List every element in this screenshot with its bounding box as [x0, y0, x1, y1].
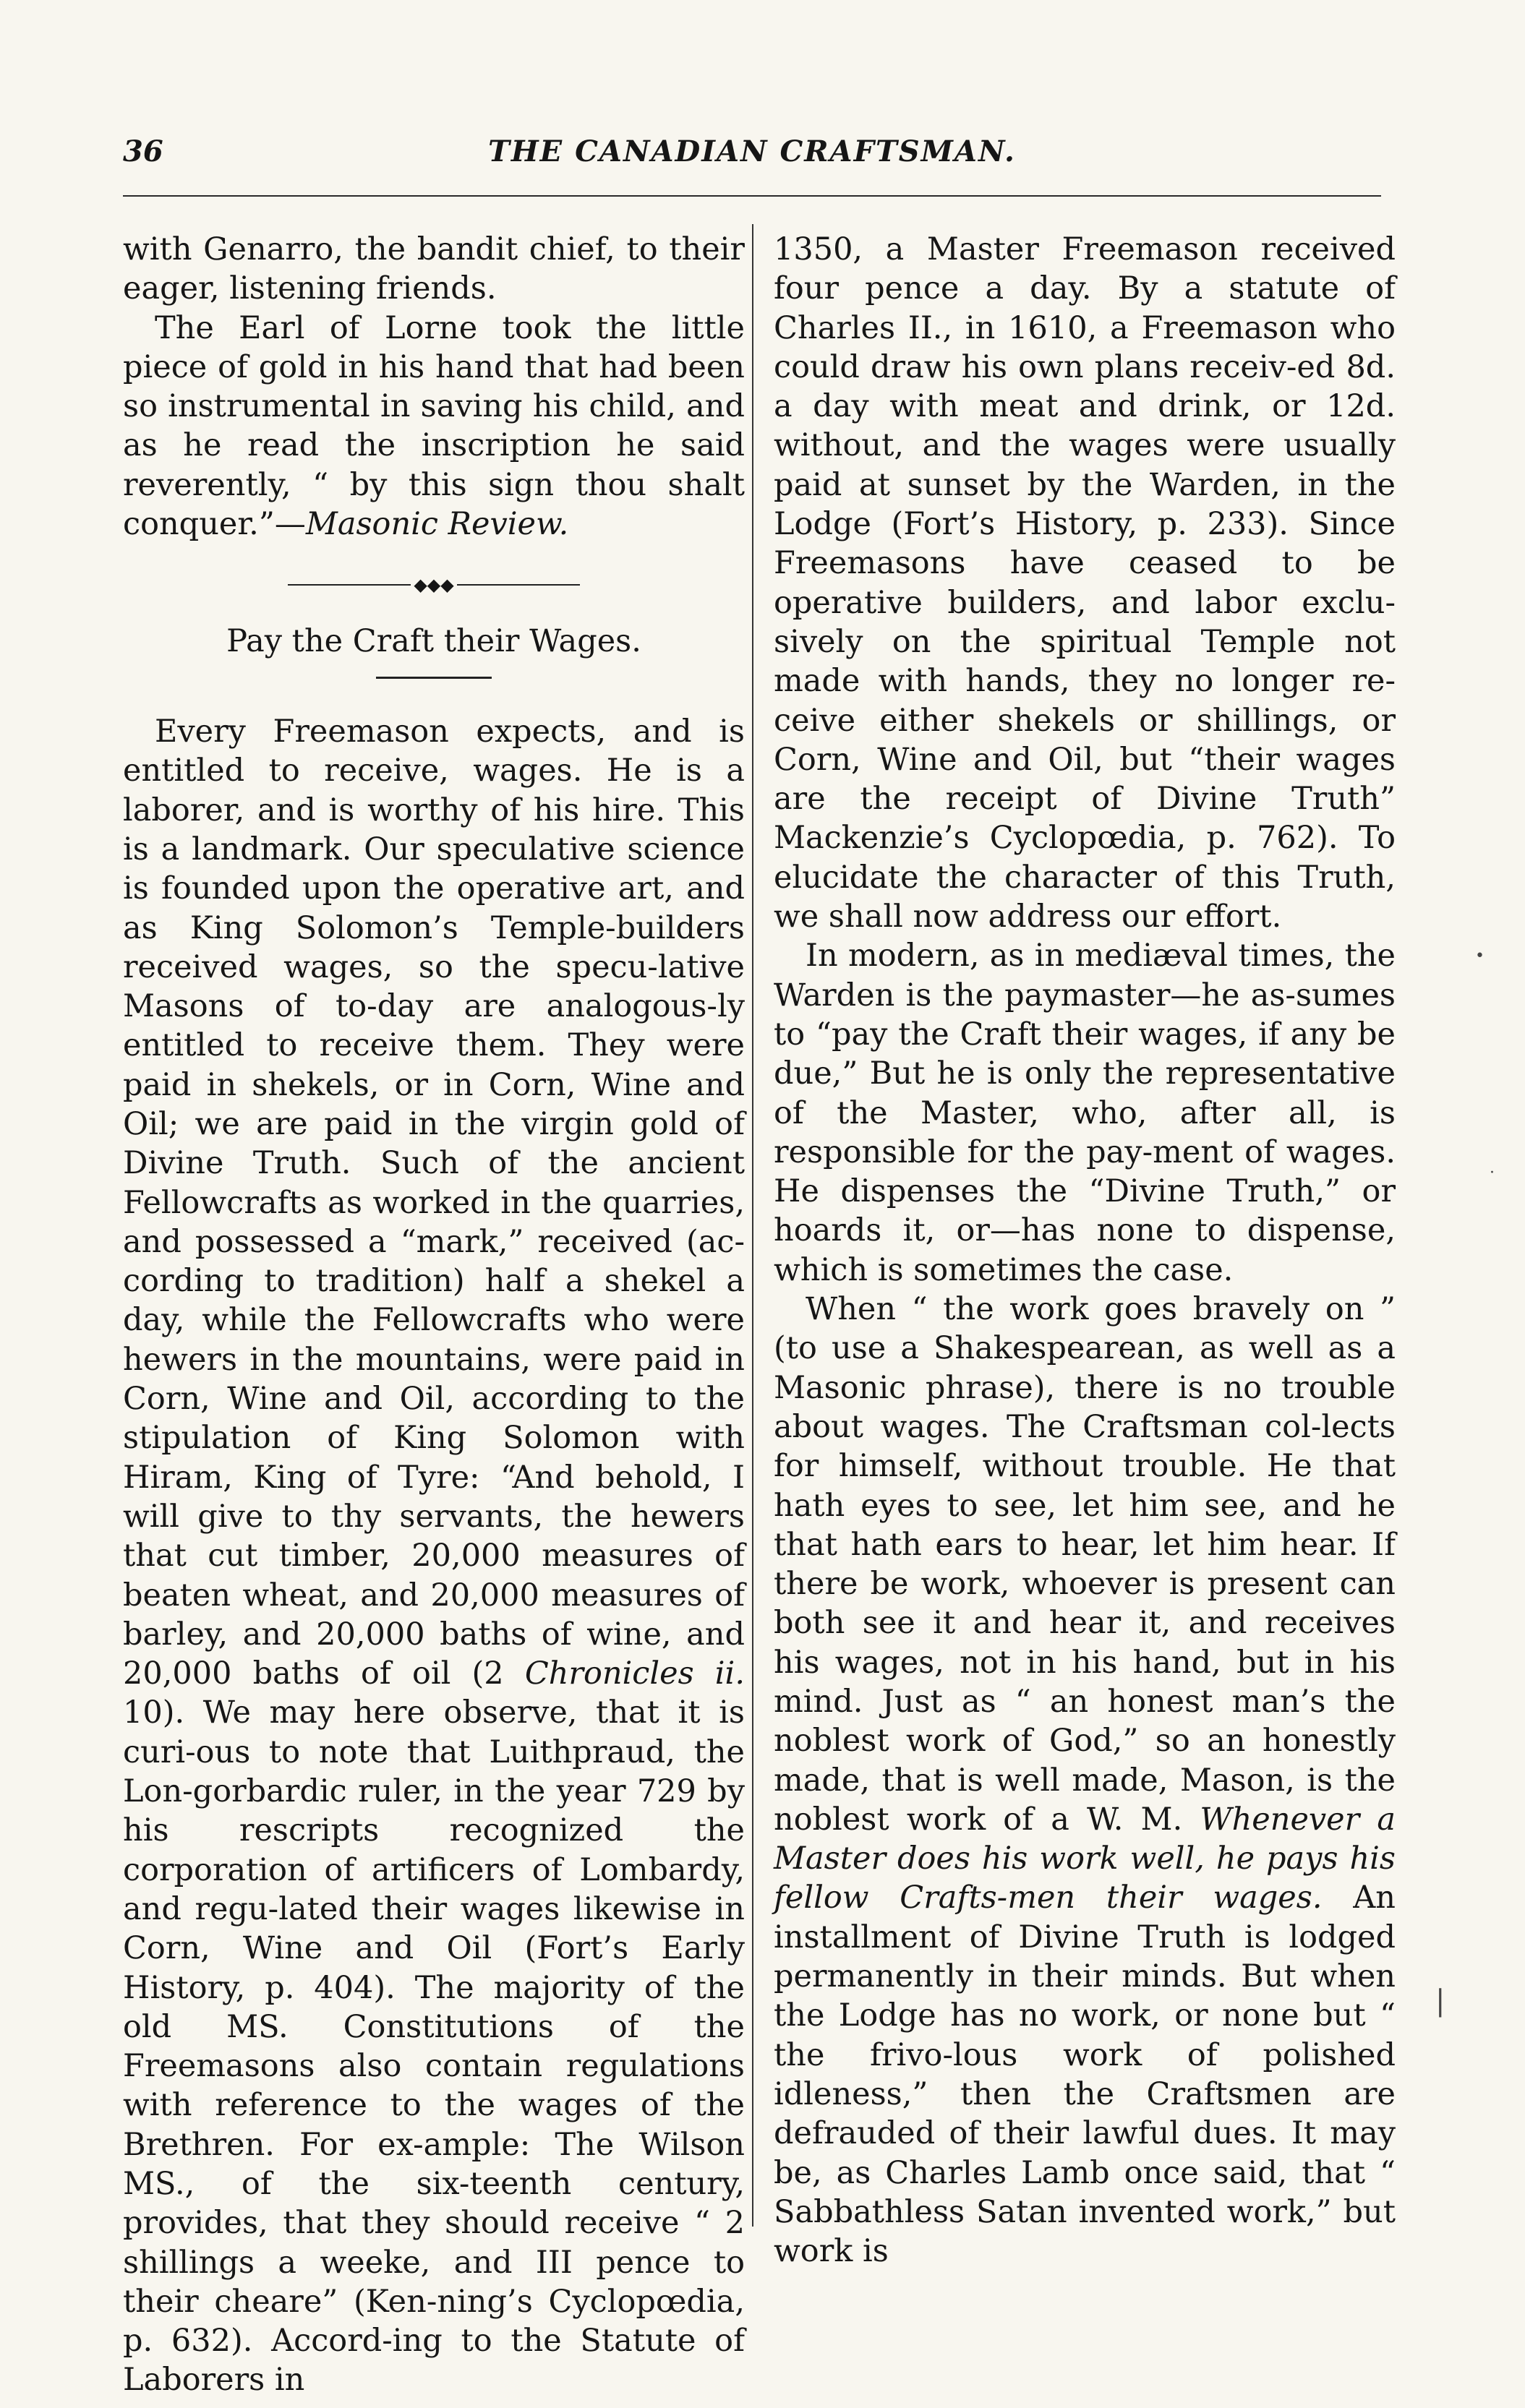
left-paragraph-3 [123, 712, 745, 2400]
page-speck: • [1475, 947, 1485, 965]
left-paragraph-1: with Genarro, the bandit chief, to their eager, listening friends. [123, 231, 745, 307]
page-speck: | [1435, 1984, 1445, 2018]
right-paragraph-1: 1350, a Master Freemason received four pence a day. By a statute of Charles II., in 1610, a Freemason who could draw his own plans receiv-ed 8d. a day with meat and drink, or 12d. without, and the wages were usually paid at sunset by the Warden, in the Lodge (Fort’s History, p. 233). Since Freemasons have ceased to be operative builders, and labor exclu-sively on the spiritual Temple not made with hands, they no longer re-ceive either shekels or shillings, or Corn, Wine and Oil, but “their wages are the receipt of Divine Truth” Mackenzie’s Cyclopœdia, p. 762). To elucidate the character of this Truth, we shall now address our effort. [774, 231, 1396, 935]
column-divider [752, 224, 753, 2227]
right-paragraph-3b: An installment of Divine Truth is lodged permanently in their minds. But when the Lodge has no work, or none but “ the frivo-lous work of polished idleness,” then the Craftsmen are defrauded of their lawful dues. It may be, as Charles Lamb once said, that “ Sabbathless Satan invented work,” but work is [774, 1880, 1396, 2270]
left-paragraph-2-text: The Earl of Lorne took the little piece of gold in his hand that had been so instrumental in saving his child, and as he read the inscription he said reverently, “ by this sign thou shalt conquer.”— [123, 309, 745, 543]
page-header [123, 134, 1381, 178]
emphasis-text: Whenever a Master does his work well, he pays his fellow Crafts-men their wages. [774, 1801, 1396, 1916]
left-paragraph-3a: Every Freemason expects, and is entitled to receive, wages. He is a laborer, and is worthy of his hire. This is a landmark. Our speculative science is founded upon the operative art, and as King Solomon’s Temple-builders received wages, so the specu-lative Masons of to-day are analogous-ly entitled to receive them. They were paid in shekels, or in Corn, Wine and Oil; we are paid in the virgin gold of Divine Truth. Such of the ancient Fellowcrafts as worked in the quarries, and possessed a “mark,” received (ac-cording to tradition) half a shekel a day, while the Fellowcrafts who were hewers in the mountains, were paid in Corn, Wine and Oil, according to the stipulation of King Solomon with Hiram, King of Tyre: “And behold, I will give to thy servants, the hewers that cut timber, 20,000 measures of beaten wheat, and 20,000 measures of barley, and 20,000 baths of wine, and 20,000 baths of oil (2 [123, 714, 745, 1692]
right-paragraph-2: In modern, as in mediæval times, the Warden is the paymaster—he as-sumes to “pay the Craft their wages, if any be due,” But he is only the representative of the Master, who, after all, is responsible for the pay-ment of wages. He dispenses the “Divine Truth,” or hoards it, or—has none to dispense, which is sometimes the case. [774, 938, 1396, 1288]
running-title: THE CANADIAN CRAFTSMAN. [488, 134, 1016, 168]
left-paragraph-3b: 10). We may here observe, that it is curi-ous to note that Luithpraud, the Lon-gorbardic ruler, in the year 729 by his rescripts recognized the corporation of artificers of Lombardy, and regu-lated their wages likewise in Corn, Wine and Oil (Fort’s Early History, p. 404). The majority of the old MS. Constitutions of the Freemasons also contain regulations with reference to the wages of the Brethren. For ex-ample: The Wilson MS., of the six-teenth century, provides, that they should receive “ 2 shillings a weeke, and III pence to their cheare” (Ken-ning’s Cyclopœdia, p. 632). Accord-ing to the Statute of Laborers in [123, 1694, 745, 2399]
right-paragraph-3 [774, 1290, 1396, 2271]
right-paragraph-3a: When “ the work goes bravely on ” (to use a Shakespearean, as well as a Masonic phrase), there is no trouble about wages. The Craftsman col-lects for himself, without trouble. He that hath eyes to see, let him see, and he that hath ears to hear, let him hear. If there be work, whoever is present can both see it and hear it, and receives his wages, not in his hand, but in his mind. Just as “ an honest man’s the noblest work of God,” so an honestly made, that is well made, Mason, is the noblest work of a W. M. [774, 1291, 1396, 1838]
heading-rule [376, 677, 492, 679]
chronicles-citation: Chronicles ii. [524, 1655, 745, 1692]
source-citation: Masonic Review. [305, 506, 569, 543]
left-column [123, 230, 745, 2400]
section-heading: Pay the Craft their Wages. [226, 623, 641, 660]
header-rule [123, 195, 1381, 197]
right-column [774, 230, 1396, 2271]
page-number: 36 [123, 134, 163, 168]
page-speck: · [1490, 1164, 1495, 1182]
left-paragraph-2 [123, 309, 745, 544]
section-ornament: ◆◆◆ [123, 564, 745, 604]
